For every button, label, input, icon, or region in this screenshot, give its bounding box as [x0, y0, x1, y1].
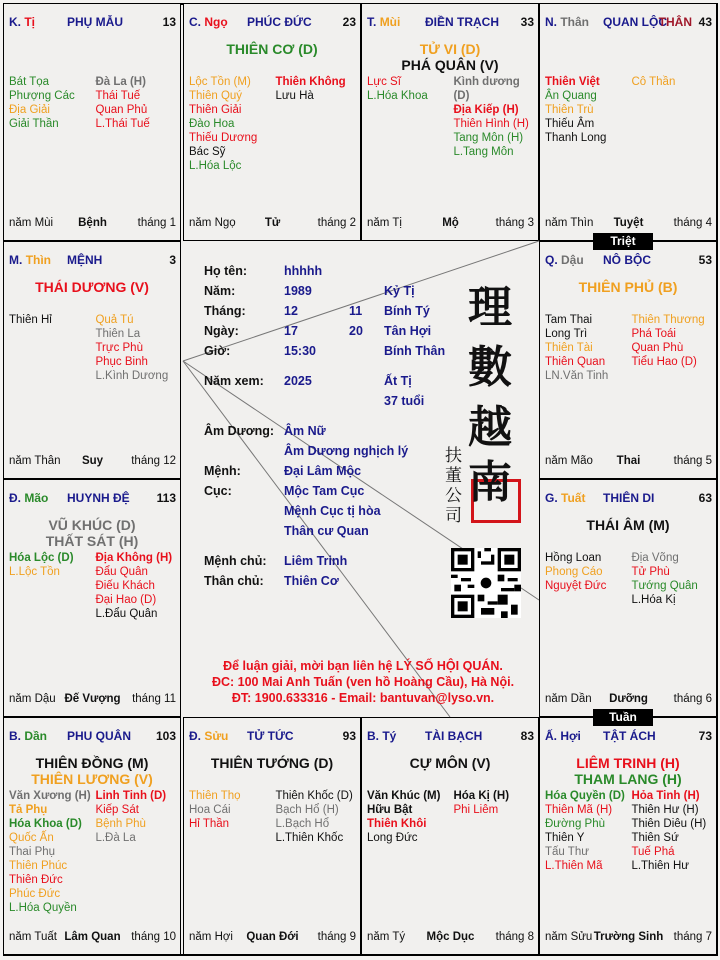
footer-stage: Tuyệt [613, 217, 644, 229]
footer-stage: Quan Đới [246, 931, 299, 943]
calligraphy-char: 理 [468, 282, 512, 333]
minor-star: Long Đức [367, 832, 418, 844]
footer-stage: Đế Vượng [64, 693, 121, 705]
footer-stage: Lâm Quan [64, 931, 121, 943]
contact-address: ĐC: 100 Mai Anh Tuấn (ven hồ Hoàng Cầu), Hà Nội. [211, 675, 515, 689]
footer-stage: Dưỡng [609, 693, 648, 705]
footer-month: tháng 10 [131, 931, 176, 943]
palace-age-number: 103 [155, 729, 176, 743]
minor-star: Hỏa Tinh (H) [631, 790, 700, 802]
palace-name: ĐIỀN TRẠCH [425, 15, 499, 29]
palace-name: TẬT ÁCH [603, 729, 656, 743]
minor-star: Thiên Thương [631, 314, 705, 326]
minor-star: Thiên Y [545, 832, 585, 844]
footer-year: năm Tuất [9, 931, 57, 943]
minor-star: Phúc Đức [9, 888, 61, 900]
main-star: THIÊN CƠ (D) [226, 41, 318, 57]
palace-age-number: 33 [520, 15, 534, 29]
minor-star: Thiếu Dương [189, 132, 258, 144]
main-star: LIÊM TRINH (H) [576, 755, 680, 771]
minor-star: Thiên Quan [545, 356, 606, 368]
calligraphy-char: 南 [468, 457, 512, 508]
minor-star: Lực Sĩ [367, 76, 401, 88]
menhchu-label: Mệnh chủ: [204, 554, 267, 568]
minor-star: Thiên Giải [189, 104, 242, 116]
cuc-note: Mệnh Cục tị hòa [284, 504, 381, 518]
year-label: Năm: [204, 284, 236, 298]
minor-star: Địa Kiếp (H) [453, 104, 519, 116]
minor-star: L.Thái Tuế [95, 118, 150, 130]
footer-stage: Bệnh [78, 217, 107, 229]
minor-star: Thiên Hỉ [9, 314, 52, 326]
month-value: 12 [284, 304, 298, 318]
minor-star: Hóa Khoa (D) [9, 818, 82, 830]
palace-age-number: 113 [156, 491, 176, 505]
palace-age-number: 43 [698, 15, 712, 29]
minor-star: Đường Phù [545, 818, 605, 830]
hour-value: 15:30 [284, 344, 316, 358]
minor-star: Thiên Không [275, 76, 346, 88]
cuc-value: Mộc Tam Cục [284, 484, 365, 498]
minor-star: Đại Hao (D) [95, 594, 157, 606]
minor-star: Bệnh Phù [95, 818, 146, 830]
minor-star: L.Tang Môn [453, 146, 514, 158]
main-star: THIÊN TƯỚNG (D) [210, 755, 334, 771]
palace-prefix: Q. [545, 253, 558, 267]
palace-age-number: 93 [342, 729, 356, 743]
footer-year: năm Tý [367, 931, 406, 943]
contact-phone-email: ĐT: 1900.633316 - Email: bantuvan@lyso.vn. [231, 691, 495, 705]
minor-star: L.Thiên Khốc [275, 832, 344, 844]
minor-star: Giải Thần [9, 118, 59, 130]
footer-year: năm Mão [545, 455, 593, 467]
palace-name: MỆNH [67, 253, 103, 267]
main-star: THIÊN ĐỒNG (M) [35, 755, 149, 771]
footer-month: tháng 2 [317, 217, 356, 229]
minor-star: Thiếu Âm [545, 118, 595, 130]
footer-stage: Mộ [442, 217, 459, 229]
minor-star: Thiên Trù [545, 104, 594, 116]
minor-star: L.Đẩu Quân [95, 608, 158, 620]
footer-stage: Tử [264, 217, 281, 229]
minor-star: Nguyệt Đức [545, 580, 607, 592]
minor-star: Tử Phù [631, 566, 670, 578]
menhchu-value: Liêm Trinh [284, 554, 348, 568]
minor-star: Kình dương (D) [453, 76, 520, 102]
minor-star: Lộc Tồn (M) [189, 76, 251, 88]
minor-star: Bạch Hổ (H) [275, 804, 339, 816]
main-star: THAM LANG (H) [574, 771, 682, 787]
tuan-badge: Tuần [593, 709, 653, 726]
palace-branch: Mão [24, 491, 49, 505]
minor-star: Thiên Mã (H) [545, 804, 613, 816]
minor-star: L.Hóa Lộc [189, 160, 242, 172]
minor-star: L.Hóa Kị [631, 594, 676, 606]
main-star: THIÊN PHỦ (B) [578, 279, 678, 295]
main-star: THÁI DƯƠNG (V) [35, 279, 149, 295]
footer-year: năm Thìn [545, 217, 594, 229]
palace-branch: Tuất [561, 491, 586, 505]
footer-month: tháng 11 [132, 693, 176, 705]
footer-year: năm Dậu [9, 693, 56, 705]
view-year-value: 2025 [284, 374, 312, 388]
footer-year: năm Thân [9, 455, 61, 467]
calligraphy-small-char: 公 [445, 486, 462, 506]
minor-star: Địa Không (H) [95, 552, 173, 564]
footer-stage: Suy [81, 455, 104, 467]
minor-star: Đào Hoa [189, 118, 235, 130]
palace-prefix: B. [9, 729, 21, 743]
minor-star: Thai Phụ [9, 846, 56, 858]
footer-year: năm Sửu [545, 931, 593, 943]
palace-age-number: 83 [520, 729, 534, 743]
minor-star: Thiên Diêu (H) [631, 818, 707, 830]
minor-star: Bát Tọa [9, 76, 50, 88]
main-star: PHÁ QUÂN (V) [401, 57, 499, 73]
minor-star: Điếu Khách [95, 580, 155, 592]
palace-name: PHU QUÂN [67, 729, 132, 743]
palace-branch: Sửu [204, 729, 229, 743]
minor-star: Trực Phù [95, 342, 143, 354]
palace-prefix: N. [545, 15, 557, 29]
minor-star: Phục Binh [95, 356, 148, 368]
main-star: CỰ MÔN (V) [409, 755, 491, 771]
main-star: TỬ VI (D) [419, 41, 481, 57]
thanchu-label: Thân chủ: [204, 574, 264, 588]
minor-star: Thiên Hư (H) [631, 804, 699, 816]
month-canchi: Bính Tý [384, 304, 430, 318]
footer-stage: Thai [616, 455, 641, 467]
minor-star: Thái Tuế [95, 90, 141, 102]
minor-star: Thiên Khốc (D) [275, 790, 353, 802]
minor-star: Kiếp Sát [95, 804, 139, 816]
minor-star: Lưu Hà [275, 90, 314, 102]
minor-star: Thiên Quý [189, 90, 243, 102]
minor-star: L.Hóa Khoa [367, 90, 428, 102]
view-year-label: Năm xem: [204, 374, 264, 388]
day-label: Ngày: [204, 324, 239, 338]
main-star: THIÊN LƯƠNG (V) [31, 771, 153, 787]
minor-star: L.Thiên Hư [631, 860, 689, 872]
palace-age-number: 13 [162, 15, 176, 29]
palace-name: TÀI BẠCH [425, 729, 483, 743]
amduong-note: Âm Dương nghịch lý [284, 444, 409, 458]
calligraphy-char: 越 [468, 402, 512, 453]
day-lunar: 20 [349, 324, 363, 338]
minor-star: Phong Cáo [545, 566, 603, 578]
calligraphy-small-char: 董 [445, 466, 462, 486]
minor-star: Hoa Cái [189, 804, 231, 816]
minor-star: L.Kình Dương [95, 370, 169, 382]
minor-star: Hữu Bật [367, 804, 413, 816]
minor-star: Thiên Tài [545, 342, 593, 354]
palace-branch: Tý [382, 729, 397, 743]
name-value: hhhhh [284, 264, 323, 278]
footer-stage: Mộc Dục [426, 931, 475, 943]
footer-month: tháng 7 [673, 931, 712, 943]
footer-year: năm Dần [545, 693, 592, 705]
contact-line-1: Để luận giải, mời bạn liên hệ LÝ SỐ HỘI QUÁN. [223, 659, 503, 673]
footer-month: tháng 4 [673, 217, 712, 229]
minor-star: Tấu Thư [545, 846, 589, 858]
day-value: 17 [284, 324, 298, 338]
footer-month: tháng 3 [495, 217, 534, 229]
minor-star: Quả Tú [95, 314, 134, 326]
palace-prefix: C. [189, 15, 201, 29]
minor-star: Linh Tinh (D) [95, 790, 167, 802]
calligraphy-char: 數 [468, 342, 512, 393]
minor-star: Tiểu Hao (D) [631, 356, 697, 368]
palace-name: PHÚC ĐỨC [247, 15, 312, 29]
minor-star: Quan Phù [631, 342, 684, 354]
minor-star: Hóa Kị (H) [453, 790, 510, 802]
minor-star: Hóa Quyền (D) [545, 790, 625, 802]
minor-star: Địa Võng [631, 552, 679, 564]
minor-star: L.Lộc Tồn [9, 566, 60, 578]
palace-prefix: T. [367, 15, 377, 29]
minor-star: Tướng Quân [631, 580, 698, 592]
year-canchi: Kỷ Tị [384, 284, 415, 298]
footer-month: tháng 6 [673, 693, 712, 705]
footer-year: năm Ngọ [189, 217, 236, 229]
minor-star: Thiên Hình (H) [453, 118, 529, 130]
center-info-panel [183, 241, 539, 717]
minor-star: L.Bạch Hổ [275, 818, 330, 830]
minor-star: Hồng Loan [545, 552, 602, 564]
thanchu-value: Thiên Cơ [284, 574, 339, 588]
amduong-label: Âm Dương: [204, 424, 275, 438]
minor-star: Bác Sỹ [189, 146, 226, 158]
palace-branch: Hợi [560, 729, 581, 743]
minor-star: Văn Xương (H) [9, 790, 91, 802]
name-label: Họ tên: [204, 264, 248, 278]
minor-star: Văn Khúc (M) [367, 790, 441, 802]
palace-age-number: 63 [698, 491, 712, 505]
hour-canchi: Bính Thân [384, 344, 446, 358]
menh-label: Mệnh: [204, 464, 241, 478]
day-canchi: Tân Hợi [384, 324, 432, 338]
palace-age-number: 73 [698, 729, 712, 743]
minor-star: Thanh Long [545, 132, 607, 144]
minor-star: Quan Phủ [95, 104, 148, 116]
minor-star: Phượng Các [9, 90, 75, 102]
palace-name: HUYNH ĐỆ [67, 491, 130, 505]
minor-star: Phi Liêm [453, 804, 499, 816]
minor-star: Tang Môn (H) [453, 132, 524, 144]
minor-star: Thiên Đức [9, 874, 63, 886]
minor-star: L.Thiên Mã [545, 860, 603, 872]
palace-branch: Thìn [25, 253, 52, 267]
month-label: Tháng: [204, 304, 246, 318]
palace-name: TỬ TỨC [247, 729, 294, 743]
palace-prefix: B. [367, 729, 379, 743]
minor-star: Đà La (H) [95, 76, 146, 88]
palace-name: THIÊN DI [603, 491, 655, 505]
minor-star: Ân Quang [545, 90, 597, 102]
minor-star: LN.Văn Tinh [545, 370, 609, 382]
palace-name: NÔ BỘC [603, 253, 651, 267]
minor-star: Long Trì [545, 328, 588, 340]
than-note: Thân cư Quan [284, 524, 369, 538]
palace-age-number: 23 [342, 15, 356, 29]
year-value: 1989 [284, 284, 312, 298]
footer-year: năm Hợi [189, 931, 233, 943]
footer-year: năm Mùi [9, 217, 54, 229]
palace-branch: Dần [24, 729, 48, 743]
palace-branch: Ngọ [204, 15, 228, 29]
menh-value: Đại Lâm Mộc [284, 464, 362, 478]
footer-month: tháng 1 [137, 217, 176, 229]
palace-prefix: K. [9, 15, 21, 29]
palace-branch: Dậu [561, 253, 584, 267]
palace-branch: Thân [560, 15, 590, 29]
minor-star: Tam Thai [545, 314, 593, 326]
palace-age-number: 3 [169, 253, 176, 267]
footer-month: tháng 5 [673, 455, 712, 467]
minor-star: Hóa Lộc (D) [9, 552, 74, 564]
palace-prefix: Ấ. [545, 729, 557, 743]
hour-label: Giờ: [204, 344, 231, 358]
month-lunar: 11 [349, 304, 363, 318]
main-star: VŨ KHÚC (D) [48, 517, 136, 533]
minor-star: Tả Phụ [9, 804, 48, 816]
age-value: 37 tuổi [384, 394, 425, 408]
palace-prefix: M. [9, 253, 23, 267]
minor-star: Thiên La [95, 328, 141, 340]
footer-stage: Trường Sinh [593, 931, 664, 943]
minor-star: Phá Toái [631, 328, 676, 340]
minor-star: Thiên Sứ [631, 832, 679, 844]
minor-star: Quốc Ấn [9, 832, 54, 844]
minor-star: Thiên Khôi [367, 818, 427, 830]
palace-age-number: 53 [698, 253, 712, 267]
main-star: THẤT SÁT (H) [45, 533, 139, 549]
triet-badge: Triệt [593, 233, 653, 250]
palace-name: PHỤ MẪU [67, 15, 123, 29]
palace-name: QUAN LỘC [603, 15, 667, 29]
main-star: THÁI ÂM (M) [586, 517, 670, 533]
footer-month: tháng 9 [317, 931, 356, 943]
minor-star: Thiên Việt [545, 76, 600, 88]
minor-star: L.Đà La [95, 832, 136, 844]
palace-prefix: Đ. [189, 729, 201, 743]
than-marker: THÂN [658, 15, 692, 29]
minor-star: Cô Thần [631, 76, 676, 88]
footer-month: tháng 12 [131, 455, 176, 467]
palace-prefix: Đ. [9, 491, 21, 505]
minor-star: Tuế Phá [631, 846, 675, 858]
amduong-value: Âm Nữ [284, 424, 326, 438]
minor-star: Hỉ Thần [189, 818, 230, 830]
minor-star: Thiên Thọ [189, 790, 241, 802]
palace-prefix: G. [545, 491, 558, 505]
cuc-label: Cục: [204, 484, 232, 498]
minor-star: Địa Giải [9, 104, 50, 116]
minor-star: Đẩu Quân [95, 566, 148, 578]
palace-branch: Tị [24, 15, 36, 29]
calligraphy-small-char: 司 [445, 506, 462, 526]
footer-month: tháng 8 [495, 931, 534, 943]
minor-star: L.Hóa Quyền [9, 902, 77, 914]
qr-code [451, 548, 521, 618]
footer-year: năm Tị [367, 217, 402, 229]
view-year-canchi: Ất Tị [384, 374, 412, 388]
minor-star: Thiên Phúc [9, 860, 68, 872]
palace-branch: Mùi [379, 15, 401, 29]
calligraphy-small-char: 扶 [445, 446, 462, 466]
